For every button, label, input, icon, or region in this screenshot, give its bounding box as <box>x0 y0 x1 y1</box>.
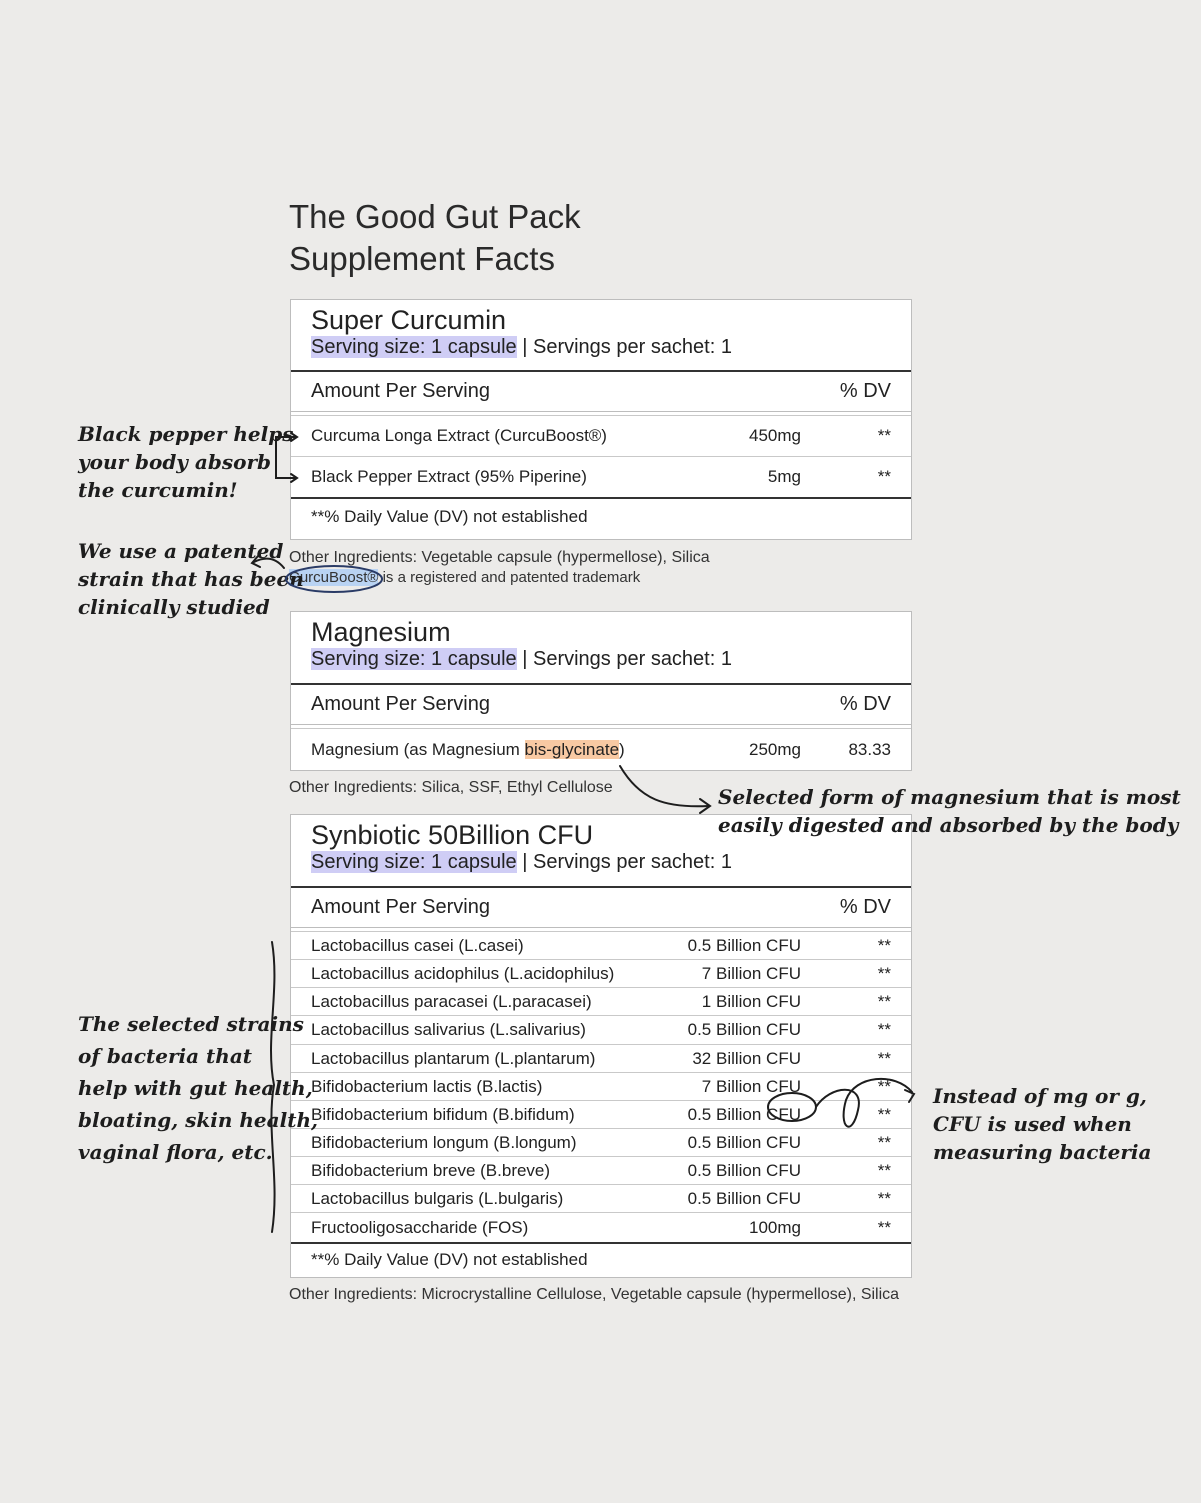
row-dv: ** <box>877 1076 891 1096</box>
magnesium-panel <box>290 611 912 771</box>
page-title <box>289 196 581 280</box>
row-name: Lactobacillus acidophilus (L.acidophilus) <box>311 963 615 983</box>
table-row <box>291 1157 911 1185</box>
row-amount: 100mg <box>749 1217 801 1237</box>
synbiotic-serving: Serving size: 1 capsule | Servings per sachet: 1 <box>311 851 732 873</box>
row-name: Bifidobacterium bifidum (B.bifidum) <box>311 1104 575 1124</box>
curcumin-title: Super Curcumin <box>311 305 507 335</box>
row-amount: 0.5 Billion CFU <box>687 1188 801 1208</box>
row-dv: ** <box>877 1188 891 1208</box>
table-row <box>291 1045 911 1073</box>
table-row: Magnesium (as Magnesium bis-glycinate) 250mg 83.33 <box>311 740 891 759</box>
table-row <box>291 1185 911 1213</box>
row-amount: 1 Billion CFU <box>701 991 801 1011</box>
dv-footnote: **% Daily Value (DV) not established <box>291 497 911 535</box>
synbiotic-title: Synbiotic 50Billion CFU <box>311 820 594 850</box>
row-name: Bifidobacterium longum (B.longum) <box>311 1132 577 1152</box>
row-dv: ** <box>877 1132 891 1152</box>
amount-header <box>291 370 911 412</box>
row-amount: 32 Billion CFU <box>692 1048 801 1068</box>
row-amount: 0.5 Billion CFU <box>687 935 801 955</box>
table-row <box>291 1016 911 1045</box>
title-line-1: The Good Gut Pack <box>289 198 581 235</box>
synbiotic-other-ingredients: Other Ingredients: Microcrystalline Cellulose, Vegetable capsule (hypermellose), Silica <box>289 1286 900 1303</box>
annotation-cfu: Instead of mg or g, CFU is used when measuring bacteria <box>933 1084 1152 1164</box>
row-dv: ** <box>877 935 891 955</box>
row-name: Fructooligosaccharide (FOS) <box>311 1217 529 1237</box>
amount-header: Amount Per Serving % DV <box>291 886 911 928</box>
row-amount: 0.5 Billion CFU <box>687 1132 801 1152</box>
row-dv: ** <box>877 991 891 1011</box>
dv-footnote: **% Daily Value (DV) not established <box>291 1242 911 1276</box>
table-row: Black Pepper Extract (95% Piperine) 5mg ** <box>311 467 891 486</box>
table-row <box>291 1101 911 1129</box>
magnesium-arrowhead <box>700 799 710 813</box>
servings-per-sachet: | Servings per sachet: 1 <box>516 336 732 358</box>
magnesium-other-ingredients: Other Ingredients: Silica, SSF, Ethyl Cellulose <box>289 779 613 796</box>
curcumin-other-ingredients: Other Ingredients: Vegetable capsule (hypermellose), Silica <box>289 549 710 566</box>
table-row <box>291 1213 911 1242</box>
row-name: Bifidobacterium lactis (B.lactis) <box>311 1076 543 1096</box>
curcuboost-brand: CurcuBoost® <box>289 569 379 586</box>
synbiotic-rows <box>291 932 911 1242</box>
annotation-patent: We use a patented strain that has been clinically studied <box>78 539 304 619</box>
table-row <box>291 960 911 988</box>
row-dv: ** <box>877 1217 891 1237</box>
table-row <box>291 932 911 960</box>
dv-label: % DV <box>839 380 891 402</box>
magnesium-arrow <box>620 766 708 806</box>
curcumin-serving <box>311 334 891 360</box>
row-name: Lactobacillus bulgaris (L.bulgaris) <box>311 1188 564 1208</box>
trademark-text: is a registered and patented trademark <box>378 569 641 586</box>
table-row <box>291 988 911 1016</box>
magnesium-serving: Serving size: 1 capsule | Servings per sachet: 1 <box>311 648 732 670</box>
row-amount: 0.5 Billion CFU <box>687 1104 801 1124</box>
amount-per-serving-label: Amount Per Serving <box>311 380 490 402</box>
magnesium-title: Magnesium <box>311 617 451 647</box>
row-amount: 7 Billion CFU <box>701 963 801 983</box>
amount-header: Amount Per Serving % DV <box>291 683 911 725</box>
row-amount: 7 Billion CFU <box>701 1076 801 1096</box>
title-line-2: Supplement Facts <box>289 240 555 277</box>
bis-glycinate-highlight: bis-glycinate <box>524 740 620 759</box>
table-row <box>291 1073 911 1101</box>
row-amount: 0.5 Billion CFU <box>687 1020 801 1039</box>
annotation-strains: The selected strains of bacteria that help with gut health, bloating, skin health, vaginal flora, etc. <box>78 1012 318 1164</box>
row-name: Bifidobacterium breve (B.breve) <box>311 1160 551 1180</box>
synbiotic-panel <box>290 814 912 1278</box>
row-name: Lactobacillus salivarius (L.salivarius) <box>311 1020 586 1039</box>
table-row: Curcuma Longa Extract (CurcuBoost®) 450mg ** <box>291 416 911 457</box>
curcumin-panel <box>290 299 912 540</box>
row-dv: ** <box>877 1020 891 1039</box>
serving-size: Serving size: 1 capsule <box>311 336 517 358</box>
row-amount: 0.5 Billion CFU <box>687 1160 801 1180</box>
row-dv: ** <box>877 1104 891 1124</box>
trademark-note <box>289 569 640 586</box>
annotation-magnesium: Selected form of magnesium that is most easily digested and absorbed by the body <box>718 785 1181 837</box>
row-dv: ** <box>877 1048 891 1068</box>
table-row <box>291 1129 911 1157</box>
row-name: Lactobacillus plantarum (L.plantarum) <box>311 1048 596 1068</box>
row-dv: ** <box>877 963 891 983</box>
row-name: Lactobacillus paracasei (L.paracasei) <box>311 991 592 1011</box>
row-name: Lactobacillus casei (L.casei) <box>311 935 524 955</box>
annotation-pepper: Black pepper helps your body absorb the curcumin! <box>78 422 294 502</box>
row-dv: ** <box>877 1160 891 1180</box>
